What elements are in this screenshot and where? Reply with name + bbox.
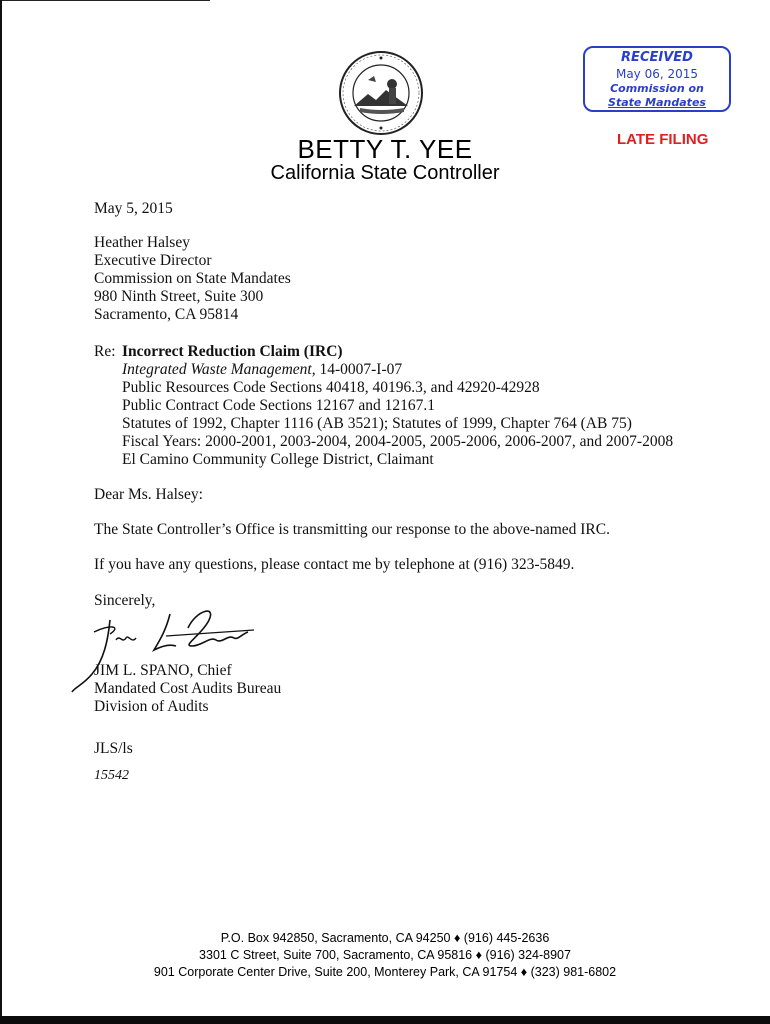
stamp-commission-line: Commission on [610, 82, 704, 95]
footer-line-sacramento: 3301 C Street, Suite 700, Sacramento, CA 95816 ♦ (916) 324-8907 [199, 948, 571, 962]
reference-number: 15542 [94, 768, 129, 783]
re-line: Public Resources Code Sections 40418, 40196.3, and 42920-42928 [122, 379, 540, 396]
stamp-mandates-line: State Mandates [608, 96, 706, 109]
signer-bureau: Mandated Cost Audits Bureau [94, 680, 282, 697]
re-program: Integrated Waste Management, [122, 361, 316, 378]
footer-addresses [0, 930, 770, 981]
re-line: El Camino Community College District, Claimant [122, 451, 434, 468]
re-line: Fiscal Years: 2000-2001, 2003-2004, 2004-2005, 2005-2006, 2006-2007, and 2007-2008 [122, 433, 674, 450]
re-subject: Incorrect Reduction Claim (IRC) [122, 343, 343, 360]
recipient-street: 980 Ninth Street, Suite 300 [94, 288, 264, 305]
signer-name: JIM L. SPANO, Chief [94, 662, 232, 679]
re-case-number: 14-0007-I-07 [315, 361, 403, 378]
recipient-city: Sacramento, CA 95814 [94, 306, 239, 323]
late-filing-label: LATE FILING [617, 131, 709, 148]
footer-line-monterey-park: 901 Corporate Center Drive, Suite 200, Monterey Park, CA 91754 ♦ (323) 981-6802 [153, 965, 617, 979]
stamp-date: May 06, 2015 [615, 67, 699, 81]
re-block [94, 343, 673, 469]
signer-division: Division of Audits [94, 698, 209, 715]
controller-name: BETTY T. YEE [297, 134, 473, 164]
recipient-organization: Commission on State Mandates [94, 270, 291, 287]
received-stamp [583, 46, 731, 112]
controller-title: California State Controller [270, 162, 500, 184]
scan-edge-bottom [0, 1016, 770, 1024]
re-line: Public Contract Code Sections 12167 and 12167.1 [122, 397, 435, 414]
footer-line-po-box: P.O. Box 942850, Sacramento, CA 94250 ♦ (916) 445-2636 [220, 931, 550, 945]
closing: Sincerely, [94, 592, 156, 609]
letter-date: May 5, 2015 [94, 200, 173, 217]
signer-block [94, 662, 281, 716]
typist-initials: JLS/ls [94, 740, 133, 757]
recipient-title: Executive Director [94, 252, 212, 269]
re-label: Re: [94, 343, 116, 360]
salutation: Dear Ms. Halsey: [94, 486, 203, 503]
stamp-received-label: RECEIVED [621, 50, 693, 65]
scan-edge-top [0, 0, 210, 1]
recipient-name: Heather Halsey [94, 234, 190, 251]
paragraph-transmittal: The State Controller’s Office is transmitting our response to the above-named IRC. [94, 521, 610, 538]
recipient-address [94, 234, 291, 324]
re-line: Statutes of 1992, Chapter 1116 (AB 3521); Statutes of 1999, Chapter 764 (AB 75) [122, 415, 632, 432]
state-controller-seal-icon [338, 50, 424, 136]
paragraph-contact: If you have any questions, please contact me by telephone at (916) 323-5849. [94, 556, 575, 573]
